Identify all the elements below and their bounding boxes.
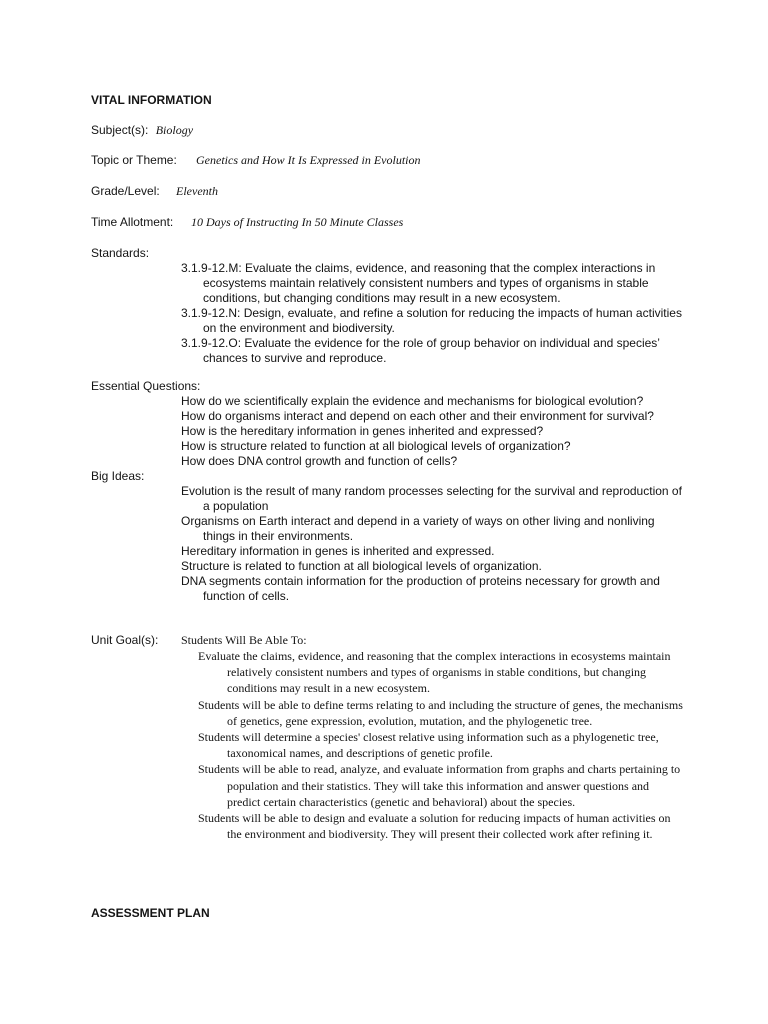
essential-question-item: How is structure related to function at all biological levels of organization? xyxy=(181,439,571,453)
unit-goals-intro: Students Will Be Able To: xyxy=(181,633,307,647)
essential-question-item: How do we scientifically explain the evidence and mechanisms for biological evolution? xyxy=(181,394,644,408)
big-ideas-list xyxy=(181,484,686,604)
subject-label: Subject(s): xyxy=(91,123,149,137)
standard-item: 3.1.9-12.O: Evaluate the evidence for the role of group behavior on individual and species’ chances to survive and reproduce. xyxy=(181,336,660,365)
vital-information-heading: VITAL INFORMATION xyxy=(91,93,212,107)
grade-label: Grade/Level: xyxy=(91,184,160,198)
assessment-plan-heading: ASSESSMENT PLAN xyxy=(91,906,210,920)
subject-row xyxy=(91,123,193,138)
essential-question-item: How does DNA control growth and function of cells? xyxy=(181,454,458,468)
grade-value: Eleventh xyxy=(176,184,218,198)
essential-question-item: How is the hereditary information in genes inherited and expressed? xyxy=(181,424,544,438)
big-idea-item: DNA segments contain information for the production of proteins necessary for growth and function of cells. xyxy=(181,574,660,603)
big-idea-item: Organisms on Earth interact and depend in a variety of ways on other living and nonliving things in their environments. xyxy=(181,514,655,543)
big-idea-item: Hereditary information in genes is inherited and expressed. xyxy=(181,544,495,558)
topic-value: Genetics and How It Is Expressed in Evolution xyxy=(196,153,421,167)
time-allotment-label: Time Allotment: xyxy=(91,215,174,229)
essential-questions-label: Essential Questions: xyxy=(91,379,201,393)
unit-goals-list xyxy=(198,648,684,842)
essential-question-item: How do organisms interact and depend on each other and their environment for survival? xyxy=(181,409,654,423)
standards-list xyxy=(181,261,691,366)
essential-questions-list xyxy=(181,394,701,469)
standard-item: 3.1.9-12.N: Design, evaluate, and refine a solution for reducing the impacts of human activities on the environment and biodiversity. xyxy=(181,306,682,335)
topic-label: Topic or Theme: xyxy=(91,153,177,167)
topic-row xyxy=(91,153,421,168)
standards-label: Standards: xyxy=(91,246,150,260)
unit-goal-item: Students will be able to design and evaluate a solution for reducing impacts of human activities on the environment and biodiversity. They will present their collected work after refining it. xyxy=(198,811,671,842)
unit-goal-item: Evaluate the claims, evidence, and reasoning that the complex interactions in ecosystems maintain relatively consistent numbers and types of organisms in stable conditions, but changing conditions may result in a new ecosystem. xyxy=(198,649,671,696)
unit-goal-item: Students will be able to define terms relating to and including the structure of genes, the mechanisms of genetics, gene expression, evolution, mutation, and the phylogenetic tree. xyxy=(198,697,683,728)
unit-goal-item: Students will determine a species' closest relative using information such as a phylogenetic tree, taxonomical names, and descriptions of genetic profile. xyxy=(198,730,659,761)
unit-goal-item: Students will be able to read, analyze, and evaluate information from graphs and charts pertaining to population and their statistics. They will take this information and answer questions and predict certain characteristics (genetic and behavioral) about the species. xyxy=(198,762,681,809)
big-idea-item: Structure is related to function at all biological levels of organization. xyxy=(181,559,542,573)
time-allotment-row xyxy=(91,215,404,230)
grade-row xyxy=(91,184,218,199)
time-allotment-value: 10 Days of Instructing In 50 Minute Classes xyxy=(191,215,404,229)
standard-item: 3.1.9-12.M: Evaluate the claims, evidence, and reasoning that the complex interactions in ecosystems maintain relatively consistent numbers and types of organisms in stable conditions, but changing conditions may result in a new ecosystem. xyxy=(181,261,656,305)
big-idea-item: Evolution is the result of many random processes selecting for the survival and reproduction of a population xyxy=(181,484,682,513)
unit-goals-label: Unit Goal(s): xyxy=(91,633,159,647)
big-ideas-label: Big Ideas: xyxy=(91,469,145,483)
subject-value: Biology xyxy=(155,123,194,137)
